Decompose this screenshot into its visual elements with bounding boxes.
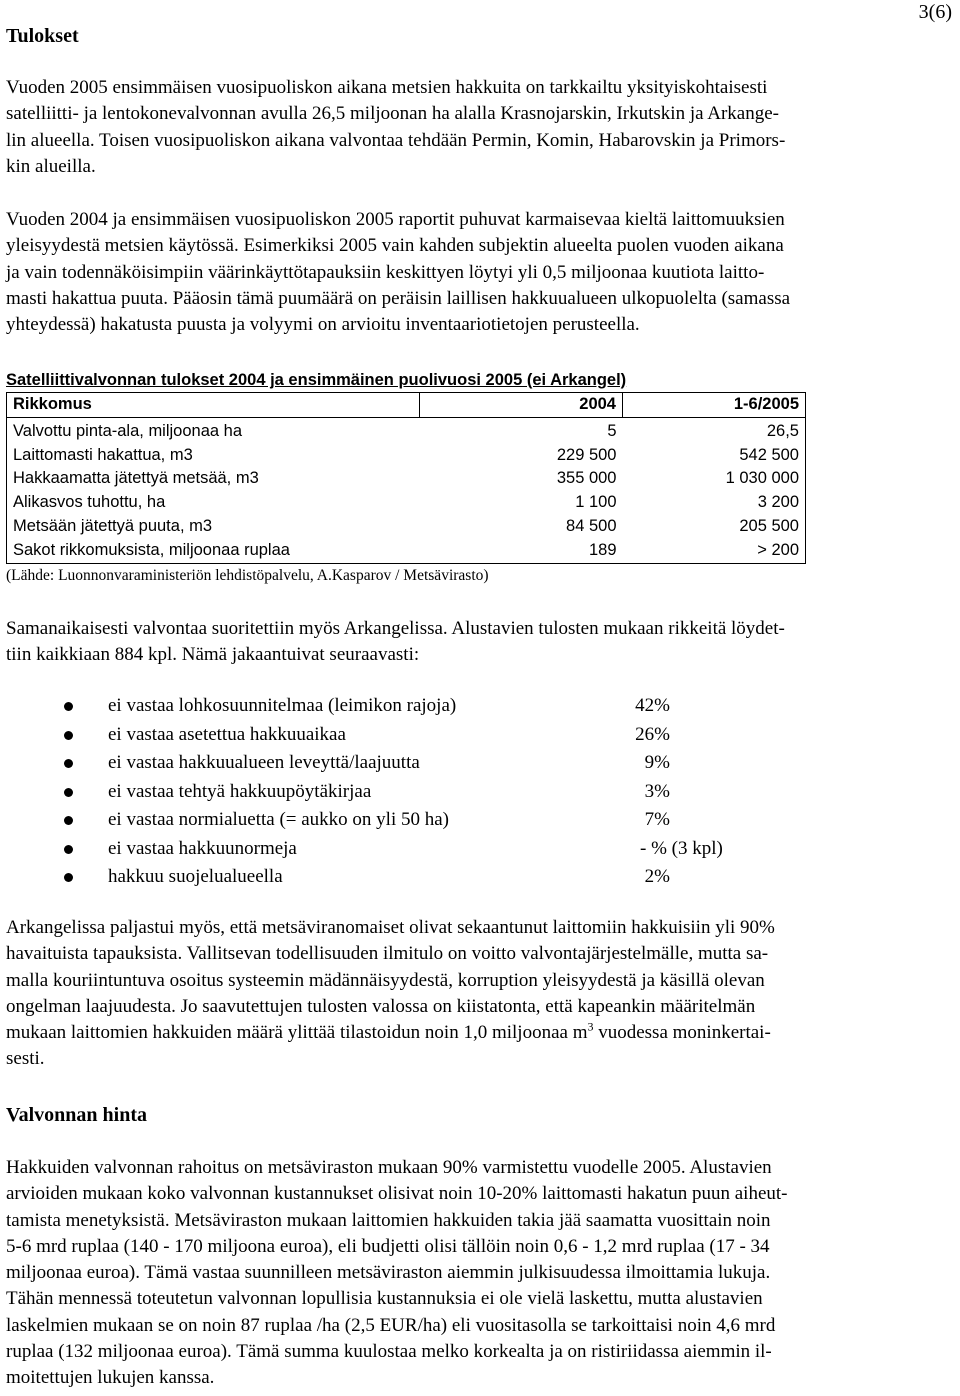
text-line xyxy=(6,1020,956,1046)
page-number: 3(6) xyxy=(918,1,952,23)
table-cell: Valvottu pinta-ala, miljoonaa ha xyxy=(7,417,420,443)
list-item-text: ei vastaa asetettua hakkuuaikaa xyxy=(108,723,346,745)
list-item-value: 3% xyxy=(644,780,670,802)
list-item-value: 42% xyxy=(635,695,670,716)
text-line: Vuoden 2005 ensimmäisen vuosipuoliskon aikana metsien hakkuita on tarkkailtu yksityiskohtaisesti xyxy=(6,77,768,98)
section-heading-valvonnan-hinta: Valvonnan hinta xyxy=(6,1104,147,1126)
text-line: Hakkuiden valvonnan rahoitus on metsäviraston mukaan 90% varmistettu vuodelle 2005. Alustavien xyxy=(6,1157,772,1178)
table-title: Satelliittivalvonnan tulokset 2004 ja ensimmäinen puolivuosi 2005 (ei Arkangel) xyxy=(6,371,627,389)
list-item-text: ei vastaa tehtyä hakkuupöytäkirjaa xyxy=(108,780,372,802)
results-table xyxy=(6,392,806,564)
table-header-cell: Rikkomus xyxy=(7,393,420,418)
text-line: havaituista tapauksista. Vallitsevan todellisuuden ilmitulo on voitto valvontajärjestelmälle, mutta sa- xyxy=(6,943,769,965)
table-cell: Metsään jätettyä puuta, m3 xyxy=(7,515,420,539)
text-segment: mukaan laittomien hakkuiden määrä ylittää tilastoidun noin 1,0 miljoonaa m xyxy=(6,1022,588,1044)
text-line: malla kouriintuntuva osoitus systeemin mädännäisyydestä, korruption yleisyydestä ja käsillä olevan xyxy=(6,969,765,991)
table-cell: 84 500 xyxy=(566,516,617,535)
paragraph-arkangel-intro xyxy=(6,616,956,669)
table-cell: 1 030 000 xyxy=(623,467,806,491)
text-line: masti hakattua puuta. Pääosin tämä puumäärä on peräisin laillisen hakkuualueen ulkopuolelta (samassa xyxy=(6,287,791,309)
text-line: ja vain todennäköisimpiin väärinkäyttötapauksiin keskittyen löytyi yli 0,5 miljoonaa kuutiota laitto- xyxy=(6,261,765,283)
table-row xyxy=(7,539,806,563)
table-cell: Laittomasti hakattua, m3 xyxy=(7,444,420,468)
paragraph-intro xyxy=(6,75,956,180)
list-item-text: hakkuu suojelualueella xyxy=(108,866,283,887)
list-item-value: 26% xyxy=(635,723,670,745)
table-cell: 189 xyxy=(420,539,623,563)
text-line: yleisyydestä metsien käytössä. Esimerkiksi 2005 vain kahden subjektin alueelta puolen vuoden aikana xyxy=(6,235,784,257)
superscript: 3 xyxy=(587,1019,594,1034)
text-line: lin alueella. Toisen vuosipuoliskon aikana valvontaa tehdään Permin, Komin, Habarovskin ja Primors- xyxy=(6,129,786,151)
list-item-value: 7% xyxy=(644,809,670,830)
text-line: kin alueilla. xyxy=(6,155,96,177)
list-item-value: 2% xyxy=(644,866,670,887)
table-row xyxy=(7,417,806,443)
text-line: 5-6 mrd ruplaa (140 - 170 miljoona euroa), eli budjetti olisi tällöin noin 0,6 - 1,2 mrd ruplaa (17 - 34 xyxy=(6,1235,770,1257)
text-line: arvioiden mukaan koko valvonnan kustannukset olisivat noin 10-20% laittomasti hakatun puun aiheut- xyxy=(6,1183,788,1205)
list-item-text: ei vastaa hakkuunormeja xyxy=(108,837,297,859)
text-line: Tähän mennessä toteutetun valvonnan lopullisia kustannuksia ei ole vielä laskettu, mutta alustavien xyxy=(6,1288,763,1310)
text-line: moitettujen lukujen kanssa. xyxy=(6,1367,215,1389)
paragraph-arkangel-conclusion xyxy=(6,915,956,1073)
table-header-row xyxy=(7,393,806,418)
text-line: Samanaikaisesti valvontaa suoritettiin myös Arkangelissa. Alustavien tulosten mukaan rikkeitä löydet- xyxy=(6,618,785,639)
paragraph-reports xyxy=(6,207,956,338)
section-heading-tulokset: Tulokset xyxy=(6,25,79,47)
table-cell: 205 500 xyxy=(623,515,806,539)
table-header-cell: 2004 xyxy=(420,393,623,418)
list-item-text: ei vastaa normialuetta (= aukko on yli 50 ha) xyxy=(108,809,449,830)
table-cell: 1 100 xyxy=(575,493,617,512)
table-row xyxy=(7,467,806,491)
table-row xyxy=(7,491,806,515)
bullet-icon xyxy=(64,731,73,740)
text-segment: vuodessa moninkertai- xyxy=(593,1022,771,1044)
text-line: satelliitti- ja lentokonevalvonnan avulla 26,5 miljoonan ha alalla Krasnojarskin, Irkutskin ja Arkange- xyxy=(6,103,779,125)
table-header-cell: 1-6/2005 xyxy=(623,393,806,418)
text-line: laskelmien mukaan se on noin 87 ruplaa /ha (2,5 EUR/ha) eli vuositasolla se tarkoittaisi noin 4,6 mrd xyxy=(6,1314,776,1336)
bullet-icon xyxy=(64,759,73,768)
table-cell: Hakkaamatta jätettyä metsää, m3 xyxy=(7,467,420,491)
bullet-icon xyxy=(64,845,73,854)
text-line: Vuoden 2004 ja ensimmäisen vuosipuoliskon 2005 raportit puhuvat karmaisevaa kieltä laittomuuksien xyxy=(6,209,785,230)
text-line: sesti. xyxy=(6,1048,45,1070)
text-line: ongelman laajuudesta. Jo saavutettujen tulosten valossa on kiistatonta, että kapeankin määritelmän xyxy=(6,995,756,1017)
text-line: ruplaa (132 miljoonaa euroa). Tämä summa kuulostaa melko korkealta ja on ristiriidassa aiemmin il- xyxy=(6,1341,772,1363)
table-source: (Lähde: Luonnonvaraministeriön lehdistöpalvelu, A.Kasparov / Metsävirasto) xyxy=(6,567,489,584)
table-cell: 355 000 xyxy=(556,469,617,488)
table-cell: 229 500 xyxy=(556,445,617,464)
text-line: tamista menetyksistä. Metsäviraston mukaan laittomien hakkuiden takia jää saamatta vuosittain noin xyxy=(6,1209,771,1231)
list-item-text: ei vastaa hakkuualueen leveyttä/laajuutta xyxy=(108,752,420,773)
table-cell: 5 xyxy=(607,421,617,440)
text-line: yhteydessä) hakatusta puusta ja volyymi on arvioitu inventaariotietojen perusteella. xyxy=(6,314,640,336)
table-cell: Sakot rikkomuksista, miljoonaa ruplaa xyxy=(7,539,420,563)
text-line: tiin kaikkiaan 884 kpl. Nämä jakaantuivat seuraavasti: xyxy=(6,644,420,666)
table-cell: 542 500 xyxy=(623,444,806,468)
bullet-icon xyxy=(64,816,73,825)
table-cell: 3 200 xyxy=(623,491,806,515)
table-cell: Alikasvos tuhottu, ha xyxy=(7,491,420,515)
table-row xyxy=(7,515,806,539)
table-cell: > 200 xyxy=(623,539,806,563)
list-item-value: 9% xyxy=(644,752,670,773)
text-line: miljoonaa euroa). Tämä vastaa suunnilleen metsäviraston aiemmin julkisuudessa ilmoittamia lukuja. xyxy=(6,1262,771,1284)
bullet-icon xyxy=(64,702,73,711)
bullet-icon xyxy=(64,788,73,797)
text-line: Arkangelissa paljastui myös, että metsäviranomaiset olivat sekaantunut laittomiin hakkuisiin yli 90% xyxy=(6,917,775,938)
list-item-value: - % (3 kpl) xyxy=(640,837,723,859)
paragraph-cost xyxy=(6,1155,956,1392)
list-item-text: ei vastaa lohkosuunnitelmaa (leimikon rajoja) xyxy=(108,695,457,716)
bullet-icon xyxy=(64,873,73,882)
table-row xyxy=(7,444,806,468)
table-cell: 26,5 xyxy=(623,417,806,443)
